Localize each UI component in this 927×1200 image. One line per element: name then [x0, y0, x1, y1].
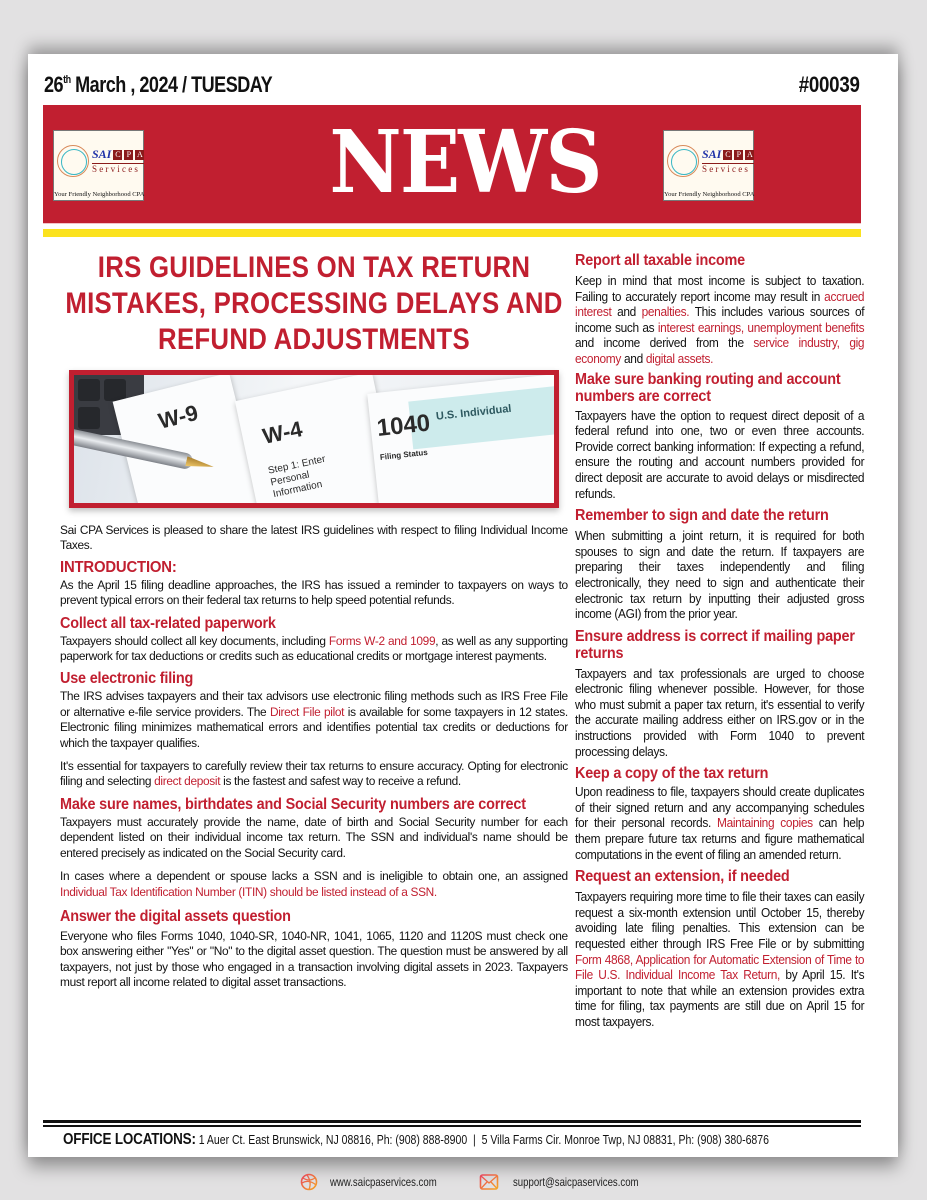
office-locations-label: OFFICE LOCATIONS:: [63, 1131, 196, 1148]
section-heading-extension: Request an extension, if needed: [575, 868, 790, 886]
link-direct-file-pilot[interactable]: Direct File pilot: [269, 704, 345, 719]
f1040-form-graphic: [367, 373, 559, 508]
link-direct-deposit[interactable]: direct deposit: [154, 774, 221, 789]
collect-paperwork-body: Taxpayers should collect all key documents, including Forms W-2 and 1099, as well as any supporting paperwork for tax deductions or credits such as educational credits or mortgage interest payments.: [60, 633, 568, 664]
sai-baba-portrait-icon: [57, 145, 89, 177]
w9-label: W-9: [155, 399, 201, 434]
website-link[interactable]: www.saicpaservices.com: [330, 1175, 437, 1189]
f1040-title: U.S. Individual: [435, 402, 513, 423]
logo-sai-text: SAI: [92, 147, 112, 161]
globe-icon: [300, 1173, 318, 1191]
office-locations: [63, 1131, 769, 1149]
dateline: [44, 72, 860, 98]
logo-tagline: Your Friendly Neighborhood CPA: [54, 191, 145, 198]
w4-label: W-4: [260, 416, 305, 449]
logo-letter-p: P: [124, 150, 133, 160]
introduction-body: As the April 15 filing deadline approaches, the IRS has issued a reminder to taxpayers on ways to prevent typical errors on their federal tax returns to help speed potential refunds.: [60, 577, 568, 608]
logo-letter-c: C: [725, 150, 731, 159]
office-address-2: 5 Villa Farms Cir. Monroe Twp, NJ 08831, Ph: (908) 380-6876: [481, 1133, 769, 1147]
office-address-1: 1 Auer Ct. East Brunswick, NJ 08816, Ph: (908) 888-8900: [195, 1133, 468, 1147]
filing-status-label: Filing Status: [379, 447, 429, 462]
logo-letter-p: P: [734, 150, 743, 160]
keep-copy-body: Upon readiness to file, taxpayers should create duplicates of their signed return and any accompanying schedules for their personal records. Maintaining copies can help them prepare future tax returns and figure mathematical computations in the event of filing an amended return.: [575, 784, 865, 862]
logo-left: [53, 130, 144, 201]
logo-services-text: Services: [92, 163, 144, 174]
w4-step-label: Step 1: Enter Personal Information: [267, 453, 327, 501]
section-heading-names-ssn: Make sure names, birthdates and Social Security numbers are correct: [60, 795, 526, 813]
electronic-filing-body-1: The IRS advises taxpayers and their tax advisors use electronic filing methods such as IRS Free File or alternative e-file service providers. The Direct File pilot is available for some taxpayers in 12 states. Electronic filing minimizes mathematical errors and identifies potential tax credits or deductions for which the taxpayer qualifies.: [60, 689, 568, 750]
issue-number: #00039: [799, 72, 860, 97]
link-maintaining-copies[interactable]: Maintaining copies: [716, 815, 813, 831]
issue-date: 26th March , 2024 / TUESDAY: [44, 72, 273, 97]
link-accrued-interest[interactable]: accrued interest: [575, 288, 865, 320]
yellow-divider: [43, 229, 861, 237]
digital-assets-body: Everyone who files Forms 1040, 1040-SR, 1040-NR, 1041, 1065, 1120 and 1120S must check one box answering either "Yes" or "No" to the digital asset question. The question must be answered by all taxpayers, not just by those who engaged in a transaction involving digital assets in 2023. Taxpayers must report all income related to digital asset transactions.: [60, 928, 568, 990]
envelope-icon: [479, 1173, 497, 1191]
section-heading-collect-paperwork: Collect all tax-related paperwork: [60, 614, 276, 632]
logo-sai-text: SAI: [702, 147, 722, 161]
section-heading-banking: Make sure banking routing and account numbers are correct: [575, 370, 841, 405]
section-heading-digital-assets: Answer the digital assets question: [60, 907, 291, 925]
section-heading-sign-date: Remember to sign and date the return: [575, 507, 829, 525]
names-ssn-body-2: In cases where a dependent or spouse lacks a SSN and is ineligible to obtain one, an assigned Individual Tax Identification Number (ITIN) should be listed instead of a SSN.: [60, 869, 568, 899]
link-service-gig[interactable]: service industry, gig economy: [575, 335, 865, 366]
extension-body: Taxpayers requiring more time to file their taxes can easily request a six-month extension until October 15, thereby avoiding late filing penalties. This extension can be requested either through IRS Free File or by submitting Form 4868, Application for Automatic Extension of Time to File U.S. Individual Income Tax Return, by April 15. It's important to note that while an extension provides extra time for filing, tax payments are still due on April 15 for most taxpayers.: [575, 889, 865, 1029]
email-link[interactable]: support@saicpaservices.com: [513, 1175, 639, 1189]
tax-forms-photo: [69, 370, 559, 508]
link-forms-w2-1099[interactable]: Forms W-2 and 1099: [328, 633, 436, 648]
contact-footer: [300, 1172, 670, 1192]
logo-tagline: Your Friendly Neighborhood CPA: [664, 191, 755, 198]
link-itin[interactable]: Individual Tax Identification Number (ITIN) should be listed instead of a SSN.: [60, 884, 437, 899]
address-body: Taxpayers and tax professionals are urged to choose electronic filing whenever possible. However, for those who must submit a paper tax return, it's essential to verify the accurate mailing address either on IRS.gov or in the instructions provided with Form 1040 to prevent processing delays.: [575, 665, 865, 759]
section-heading-electronic-filing: Use electronic filing: [60, 670, 194, 688]
section-heading-introduction: INTRODUCTION:: [60, 558, 177, 576]
logo-letter-a: A: [136, 150, 143, 159]
logo-right: [663, 130, 754, 201]
article-headline: IRS GUIDELINES ON TAX RETURN MISTAKES, PROCESSING DELAYS AND REFUND ADJUSTMENTS: [65, 251, 563, 356]
electronic-filing-body-2: It's essential for taxpayers to carefully review their tax returns to ensure accuracy. Opting for electronic filing and selecting direct deposit is the fastest and safest way to receive a refund.: [60, 759, 568, 789]
logo-letter-c: C: [115, 150, 121, 159]
banking-body: Taxpayers have the option to request direct deposit of a federal refund into one, two or even three accounts. Provide correct banking information: If expecting a refund, ensure the routing and account numbers provided for direct deposit are accurate to avoid delays or misdirected refunds.: [575, 407, 865, 501]
sai-baba-portrait-icon: [667, 145, 699, 177]
section-heading-keep-copy: Keep a copy of the tax return: [575, 765, 769, 783]
link-penalties[interactable]: penalties.: [641, 304, 690, 320]
link-form-4868[interactable]: Form 4868, Application for Automatic Extension of Time to File U.S. Individual Income Tax Return,: [575, 951, 865, 983]
left-column: [60, 250, 568, 991]
f1040-label: 1040: [375, 409, 432, 442]
lead-paragraph: Sai CPA Services is pleased to share the latest IRS guidelines with respect to filing Individual Income Taxes.: [60, 523, 568, 553]
link-interest-unemployment[interactable]: interest earnings, unemployment benefits: [657, 319, 865, 335]
banner-title: NEWS: [329, 112, 601, 213]
section-heading-address: Ensure address is correct if mailing paper returns: [575, 627, 855, 662]
logo-services-text: Services: [702, 163, 754, 174]
names-ssn-body-1: Taxpayers must accurately provide the name, date of birth and Social Security number for each dependent listed on their individual income tax return. The SSN and individual's name should be entered precisely as indicated on the Social Security card.: [60, 814, 568, 860]
right-column: [575, 252, 864, 1030]
logo-letter-a: A: [746, 150, 753, 159]
link-digital-assets[interactable]: digital assets.: [645, 350, 714, 366]
report-income-body: Keep in mind that most income is subject to taxation. Failing to accurately report income may result in accrued interest and penalties. This includes various sources of income such as interest earnings, unemployment benefits and income derived from the service industry, gig economy and digital assets.: [575, 273, 865, 366]
footer-divider: [43, 1120, 861, 1124]
section-heading-report-income: Report all taxable income: [575, 252, 745, 269]
office-separator: |: [467, 1133, 482, 1147]
sign-date-body: When submitting a joint return, it is required for both spouses to sign and date the return. If taxpayers are preparing their taxes independently and filing electronically, they need to sign and authenticate their electronic tax return by inputting their adjusted gross income (AGI) from the prior year.: [575, 528, 865, 622]
